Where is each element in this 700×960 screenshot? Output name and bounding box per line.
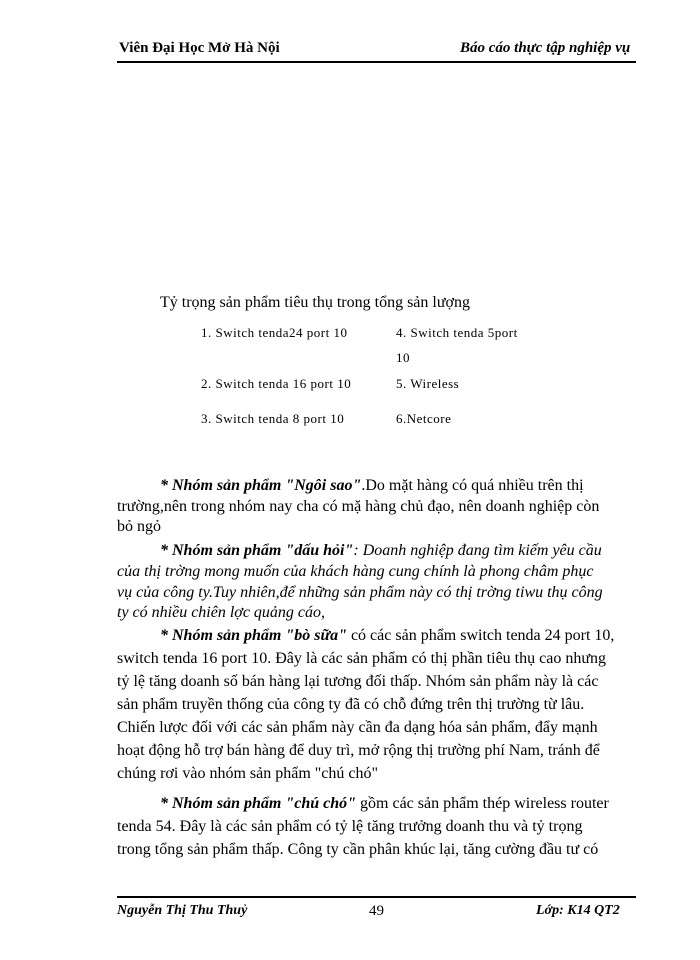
chart-title: Tỷ trọng sản phẩm tiêu thụ trong tổng sản lượng <box>160 294 470 311</box>
bo-sua-text: có các sản phẩm switch tenda 24 port 10, <box>346 627 615 644</box>
bo-sua-paragraph-line <box>160 627 636 645</box>
ngoi-sao-line-2: trường,nên trong nhóm nay cha có mặ hàng chủ đạo, nên doanh nghiệp còn <box>117 498 600 515</box>
legend-item-1: 1. Switch tenda24 port 10 <box>201 325 348 340</box>
chu-cho-heading: * Nhóm sản phẩm "chú chó" <box>160 795 357 812</box>
page-number: 49 <box>369 903 384 919</box>
footer-divider <box>117 896 636 898</box>
dau-hoi-line-4: ty có nhiều chiên lợc quảng cáo, <box>117 604 326 621</box>
bo-sua-line-3: tỷ lệ tăng doanh số bán hàng lại tương đối thấp. Nhóm sản phẩm này là các <box>117 673 599 690</box>
ngoi-sao-line-3: bỏ ngỏ <box>117 518 161 535</box>
header-institution: Viên Đại Học Mở Hà Nội <box>119 40 280 56</box>
header-divider <box>117 61 636 63</box>
legend-item-2: 2. Switch tenda 16 port 10 <box>201 376 352 391</box>
bo-sua-heading: * Nhóm sản phẩm "bò sữa" <box>160 627 347 644</box>
bo-sua-line-7: chúng rơi vào nhóm sản phẩm "chú chó" <box>117 765 379 782</box>
chu-cho-paragraph-line <box>160 795 636 813</box>
bo-sua-line-5: Chiến lược đối với các sản phẩm này cần đa dạng hóa sản phẩm, đẩy mạnh <box>117 719 598 736</box>
legend-item-4-cont: 10 <box>396 350 410 365</box>
bo-sua-line-2: switch tenda 16 port 10. Đây là các sản phẩm có thị phần tiêu thụ cao nhưng <box>117 650 606 667</box>
dau-hoi-paragraph-line <box>160 542 636 560</box>
chu-cho-line-2: tenda 54. Đây là các sản phẩm có tỷ lệ tăng trưởng doanh thu và tỷ trọng <box>117 818 583 835</box>
ngoi-sao-paragraph-line <box>160 477 636 495</box>
footer-author: Nguyễn Thị Thu Thuỷ <box>117 903 248 918</box>
ngoi-sao-text: .Do mặt hàng có quá nhiều trên thị <box>361 477 584 494</box>
dau-hoi-heading: * Nhóm sản phẩm "dấu hỏi" <box>160 542 354 559</box>
legend-item-3: 3. Switch tenda 8 port 10 <box>201 411 345 426</box>
footer-class: Lớp: K14 QT2 <box>536 903 620 918</box>
ngoi-sao-heading: * Nhóm sản phẩm "Ngôi sao" <box>160 477 362 494</box>
dau-hoi-line-3: vụ của công ty.Tuy nhiên,để những sản phẩm này có thị trờng tiwu thụ công <box>117 584 603 601</box>
bo-sua-line-6: hoạt động hỗ trợ bán hàng để duy trì, mở rộng thị trường phí Nam, tránh để <box>117 742 600 759</box>
bo-sua-line-4: sản phẩm truyền thống của công ty đã có chỗ đứng trên thị trường từ lâu. <box>117 696 585 713</box>
dau-hoi-line-2: của thị trờng mong muốn của khách hàng cung chính là phong châm phục <box>117 563 594 580</box>
chu-cho-text: gồm các sản phẩm thép wireless router <box>356 795 609 812</box>
legend-item-5: 5. Wireless <box>396 376 460 391</box>
legend-item-6: 6.Netcore <box>396 411 452 426</box>
chu-cho-line-3: trong tổng sản phẩm thấp. Công ty cần phân khúc lại, tăng cường đầu tư có <box>117 841 599 858</box>
dau-hoi-text: : Doanh nghiệp đang tìm kiếm yêu cầu <box>353 542 602 559</box>
header-report-title: Báo cáo thực tập nghiệp vụ <box>460 40 631 56</box>
legend-item-4: 4. Switch tenda 5port <box>396 325 518 340</box>
